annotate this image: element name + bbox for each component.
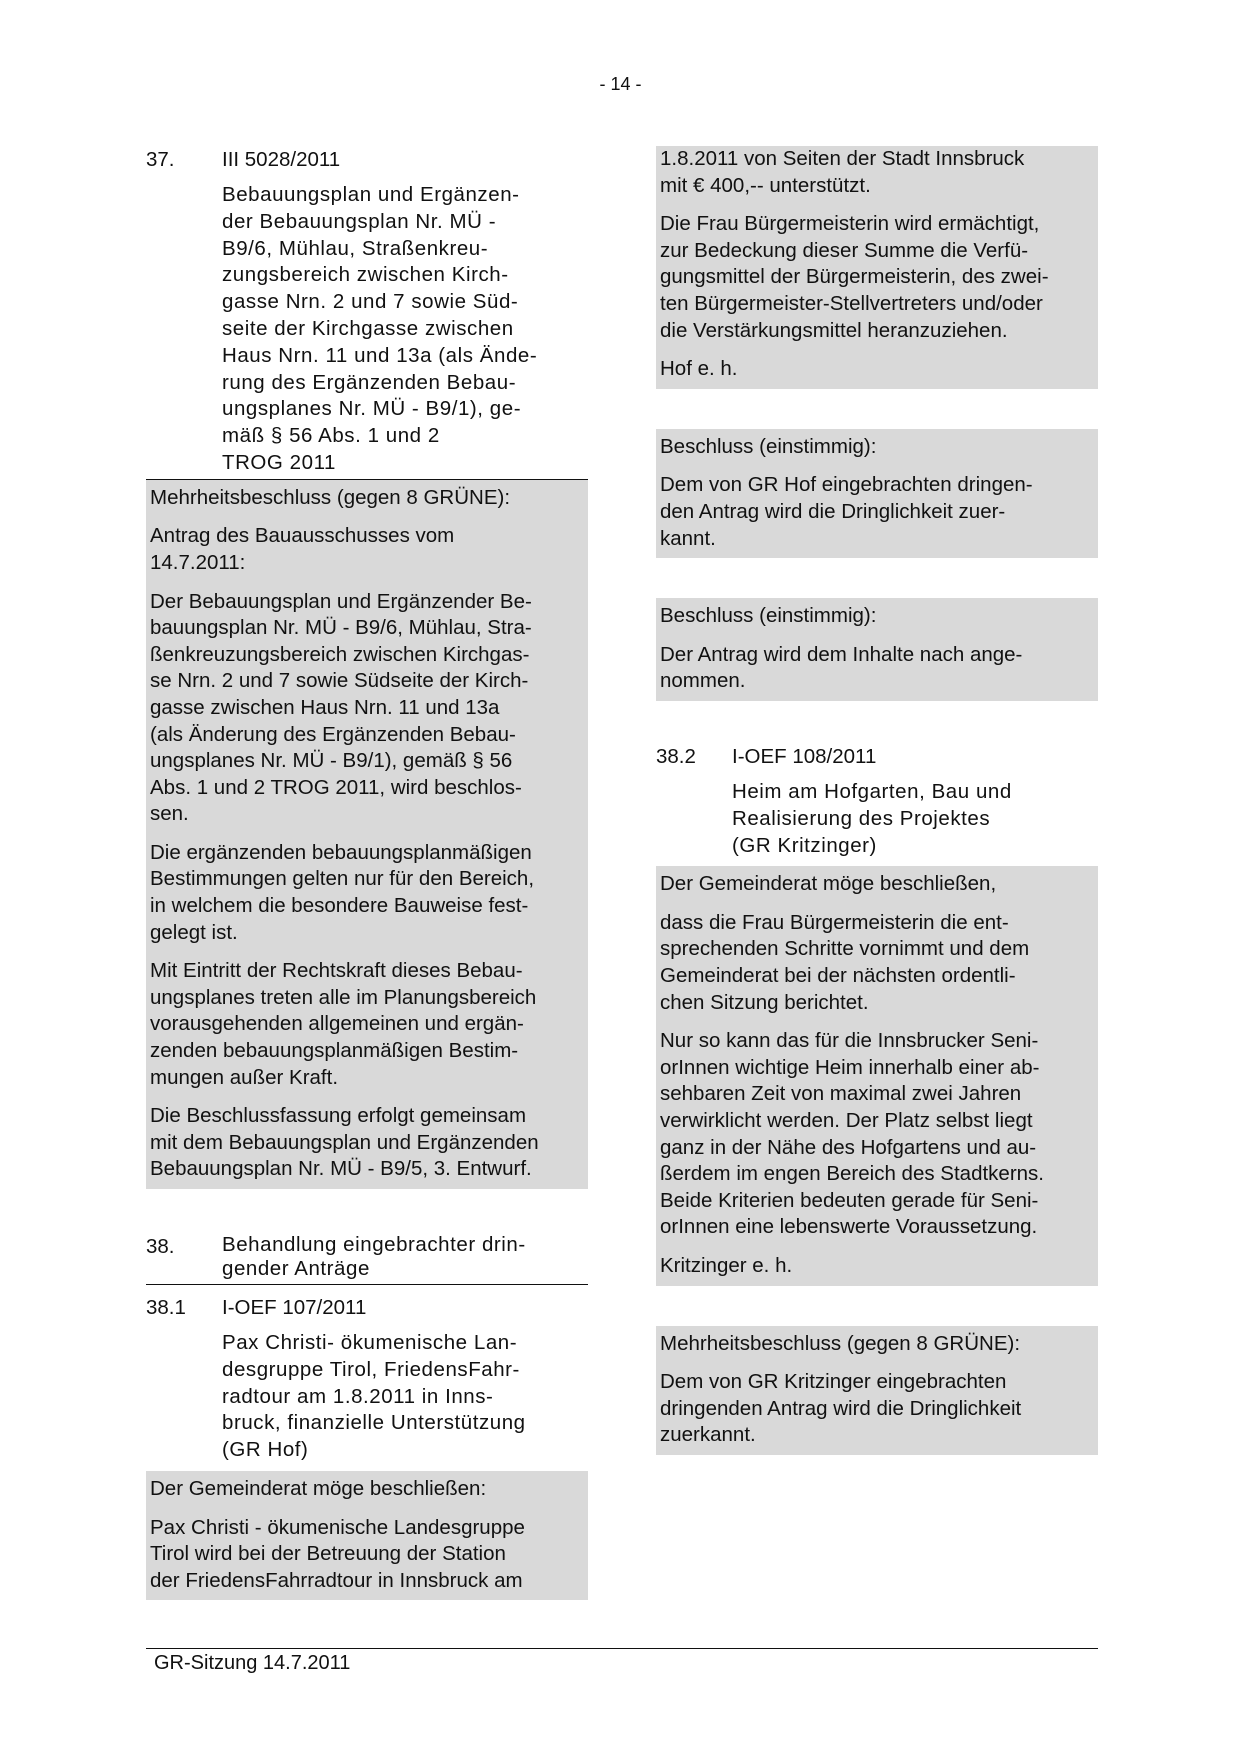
text-line: Gemeinderat bei der nächsten ordentli- bbox=[660, 964, 1016, 988]
item-number: 37. bbox=[146, 148, 175, 171]
text-line: Tirol wird bei der Betreuung der Station bbox=[150, 1542, 506, 1566]
text-line: sprechenden Schritte vornimmt und dem bbox=[660, 937, 1030, 961]
text-line: nommen. bbox=[660, 669, 746, 693]
text-line: gelegt ist. bbox=[150, 920, 238, 944]
text-line: Der Antrag wird dem Inhalte nach ange- bbox=[660, 642, 1023, 666]
text-line: TROG 2011 bbox=[222, 450, 336, 474]
paragraph bbox=[660, 1028, 1094, 1241]
text-line: Pax Christi - ökumenische Landesgruppe bbox=[150, 1515, 525, 1539]
text-line: Abs. 1 und 2 TROG 2011, wird beschlos- bbox=[150, 775, 522, 799]
text-line: gender Anträge bbox=[222, 1257, 370, 1281]
text-line: Die Frau Bürgermeisterin wird ermächtigt, bbox=[660, 212, 1040, 236]
text-line: Bestimmungen gelten nur für den Bereich, bbox=[150, 867, 535, 891]
text-line: bruck, finanzielle Unterstützung bbox=[222, 1411, 526, 1435]
text-line: sehbaren Zeit von maximal zwei Jahren bbox=[660, 1082, 1022, 1106]
paragraph bbox=[150, 1476, 584, 1503]
text-line: ungsplanes Nr. MÜ - B9/1), gemäß § 56 bbox=[150, 749, 513, 773]
text-line: Bebauungsplan Nr. MÜ - B9/5, 3. Entwurf. bbox=[150, 1157, 532, 1181]
text-line: Hof e. h. bbox=[660, 357, 738, 381]
text-line: zuerkannt. bbox=[660, 1423, 756, 1447]
paragraph bbox=[660, 472, 1094, 552]
page-number: - 14 - bbox=[599, 74, 642, 94]
paragraph bbox=[660, 434, 1094, 461]
text-line: der FriedensFahrradtour in Innsbruck am bbox=[150, 1568, 523, 1592]
agenda-item-38-2 bbox=[656, 743, 1098, 770]
paragraph bbox=[660, 642, 1094, 695]
text-line: der Bebauungsplan Nr. MÜ - bbox=[222, 209, 497, 233]
text-line: Der Bebauungsplan und Ergänzender Be- bbox=[150, 589, 532, 613]
text-line: kannt. bbox=[660, 526, 716, 550]
text-line: Beschluss (einstimmig): bbox=[660, 434, 877, 458]
decision-box-2 bbox=[656, 598, 1098, 701]
text-line: mit dem Bebauungsplan und Ergänzenden bbox=[150, 1130, 539, 1154]
text-line: Der Gemeinderat möge beschließen: bbox=[150, 1477, 487, 1500]
paragraph bbox=[150, 1515, 584, 1595]
text-line: Bebauungsplan und Ergänzen- bbox=[222, 183, 520, 206]
text-line: gungsmittel der Bürgermeisterin, des zwei- bbox=[660, 265, 1049, 289]
text-line: zenden bebauungsplanmäßigen Bestim- bbox=[150, 1039, 519, 1063]
divider bbox=[146, 1284, 588, 1285]
paragraph bbox=[150, 1103, 584, 1183]
item-number: 38.2 bbox=[656, 744, 696, 768]
text-line: radtour am 1.8.2011 in Inns- bbox=[222, 1384, 494, 1408]
item-number: 38.1 bbox=[146, 1296, 186, 1320]
item-reference: III 5028/2011 bbox=[222, 148, 341, 171]
text-line: seite der Kirchgasse zwischen bbox=[222, 316, 514, 340]
item-title bbox=[732, 779, 1098, 859]
paragraph bbox=[150, 523, 584, 576]
paragraph bbox=[150, 840, 584, 946]
text-line: desgruppe Tirol, FriedensFahr- bbox=[222, 1357, 520, 1381]
motion-continuation-box bbox=[656, 146, 1098, 389]
item-reference: I-OEF 107/2011 bbox=[222, 1296, 367, 1320]
paragraph bbox=[660, 910, 1094, 1016]
text-line: ßerdem im engen Bereich des Stadtkerns. bbox=[660, 1162, 1044, 1186]
text-line: in welchem die besondere Bauweise fest- bbox=[150, 894, 529, 918]
text-line: rung des Ergänzenden Bebau- bbox=[222, 370, 517, 394]
right-column bbox=[656, 146, 1098, 1455]
text-line: Mit Eintritt der Rechtskraft dieses Bebau- bbox=[150, 959, 523, 983]
text-line: se Nrn. 2 und 7 sowie Südseite der Kirch- bbox=[150, 669, 529, 693]
text-line: vorausgehenden allgemeinen und ergän- bbox=[150, 1012, 524, 1036]
text-line: mit € 400,-- unterstützt. bbox=[660, 173, 871, 197]
text-line: Dem von GR Hof eingebrachten dringen- bbox=[660, 473, 1033, 497]
text-line: Pax Christi- ökumenische Lan- bbox=[222, 1331, 518, 1355]
text-line: ungsplanes Nr. MÜ - B9/1), ge- bbox=[222, 397, 522, 421]
text-line: Die ergänzenden bebauungsplanmäßigen bbox=[150, 840, 532, 864]
motion-box-38-1 bbox=[146, 1471, 588, 1600]
text-line: verwirklicht werden. Der Platz selbst liegt bbox=[660, 1109, 1033, 1133]
text-line: (GR Kritzinger) bbox=[732, 833, 877, 857]
left-column bbox=[146, 146, 588, 1600]
paragraph bbox=[660, 211, 1094, 344]
text-line: Mehrheitsbeschluss (gegen 8 GRÜNE): bbox=[150, 485, 511, 509]
text-line: ßenkreuzungsbereich zwischen Kirchgas- bbox=[150, 642, 530, 666]
paragraph bbox=[660, 1369, 1094, 1449]
text-line: Die Beschlussfassung erfolgt gemeinsam bbox=[150, 1104, 527, 1128]
footer-divider bbox=[146, 1648, 1098, 1649]
text-line: 14.7.2011: bbox=[150, 550, 246, 574]
text-line: Mehrheitsbeschluss (gegen 8 GRÜNE): bbox=[660, 1331, 1021, 1355]
text-line: ganz in der Nähe des Hofgartens und au- bbox=[660, 1135, 1037, 1159]
agenda-item-38-1 bbox=[146, 1294, 588, 1321]
text-line: gasse Nrn. 2 und 7 sowie Süd- bbox=[222, 290, 519, 314]
text-line: B9/6, Mühlau, Straßenkreu- bbox=[222, 236, 489, 260]
text-line: Heim am Hofgarten, Bau und bbox=[732, 779, 1012, 803]
text-line: ten Bürgermeister-Stellvertreters und/oder bbox=[660, 291, 1043, 315]
text-line: (GR Hof) bbox=[222, 1438, 309, 1462]
item-number: 38. bbox=[146, 1235, 175, 1259]
text-line: Haus Nrn. 11 und 13a (als Ände- bbox=[222, 343, 538, 367]
text-line: dass die Frau Bürgermeisterin die ent- bbox=[660, 910, 1009, 934]
decision-box-1 bbox=[656, 429, 1098, 558]
paragraph bbox=[150, 589, 584, 828]
item-title bbox=[222, 182, 588, 477]
text-line: Beschluss (einstimmig): bbox=[660, 604, 877, 628]
text-line: dringenden Antrag wird die Dringlichkeit bbox=[660, 1396, 1022, 1420]
text-line: sen. bbox=[150, 802, 189, 826]
text-line: Realisierung des Projektes bbox=[732, 806, 991, 830]
item-reference: I-OEF 108/2011 bbox=[732, 744, 877, 768]
text-line: (als Änderung des Ergänzenden Bebau- bbox=[150, 722, 516, 746]
paragraph bbox=[660, 1253, 1094, 1280]
item-title bbox=[222, 1233, 588, 1281]
text-line: den Antrag wird die Dringlichkeit zuer- bbox=[660, 499, 1006, 523]
text-line: Beide Kriterien bedeuten gerade für Seni- bbox=[660, 1188, 1039, 1212]
text-line: mungen außer Kraft. bbox=[150, 1065, 339, 1089]
agenda-item-37 bbox=[146, 146, 588, 173]
motion-box-38-2 bbox=[656, 866, 1098, 1285]
footer-text: GR-Sitzung 14.7.2011 bbox=[154, 1652, 351, 1674]
text-line: gasse zwischen Haus Nrn. 11 und 13a bbox=[150, 695, 500, 719]
text-line: die Verstärkungsmittel heranzuziehen. bbox=[660, 318, 1008, 342]
text-line: zungsbereich zwischen Kirch- bbox=[222, 263, 509, 287]
text-line: Behandlung eingebrachter drin- bbox=[222, 1233, 526, 1257]
text-line: Kritzinger e. h. bbox=[660, 1254, 793, 1278]
text-line: chen Sitzung berichtet. bbox=[660, 990, 869, 1014]
decision-box-3 bbox=[656, 1326, 1098, 1455]
text-line: orInnen wichtige Heim innerhalb einer ab- bbox=[660, 1055, 1040, 1079]
text-line: 1.8.2011 von Seiten der Stadt Innsbruck bbox=[660, 147, 1025, 170]
text-line: bauungsplan Nr. MÜ - B9/6, Mühlau, Stra- bbox=[150, 616, 532, 640]
paragraph bbox=[150, 485, 584, 512]
paragraph bbox=[660, 356, 1094, 383]
paragraph bbox=[150, 958, 584, 1091]
paragraph bbox=[660, 871, 1094, 898]
text-line: zur Bedeckung dieser Summe die Verfü- bbox=[660, 238, 1029, 262]
resolution-box-37 bbox=[146, 480, 588, 1189]
paragraph bbox=[660, 603, 1094, 630]
item-title bbox=[222, 1330, 588, 1464]
text-line: mäß § 56 Abs. 1 und 2 bbox=[222, 424, 440, 448]
text-line: Dem von GR Kritzinger eingebrachten bbox=[660, 1370, 1007, 1394]
agenda-item-38 bbox=[146, 1233, 588, 1281]
paragraph bbox=[660, 1331, 1094, 1358]
text-line: Der Gemeinderat möge beschließen, bbox=[660, 872, 997, 896]
paragraph bbox=[660, 146, 1094, 199]
text-line: Nur so kann das für die Innsbrucker Seni- bbox=[660, 1029, 1039, 1053]
text-line: ungsplanes treten alle im Planungsbereich bbox=[150, 985, 537, 1009]
text-line: orInnen eine lebenswerte Voraussetzung. bbox=[660, 1215, 1038, 1239]
text-line: Antrag des Bauausschusses vom bbox=[150, 524, 455, 548]
